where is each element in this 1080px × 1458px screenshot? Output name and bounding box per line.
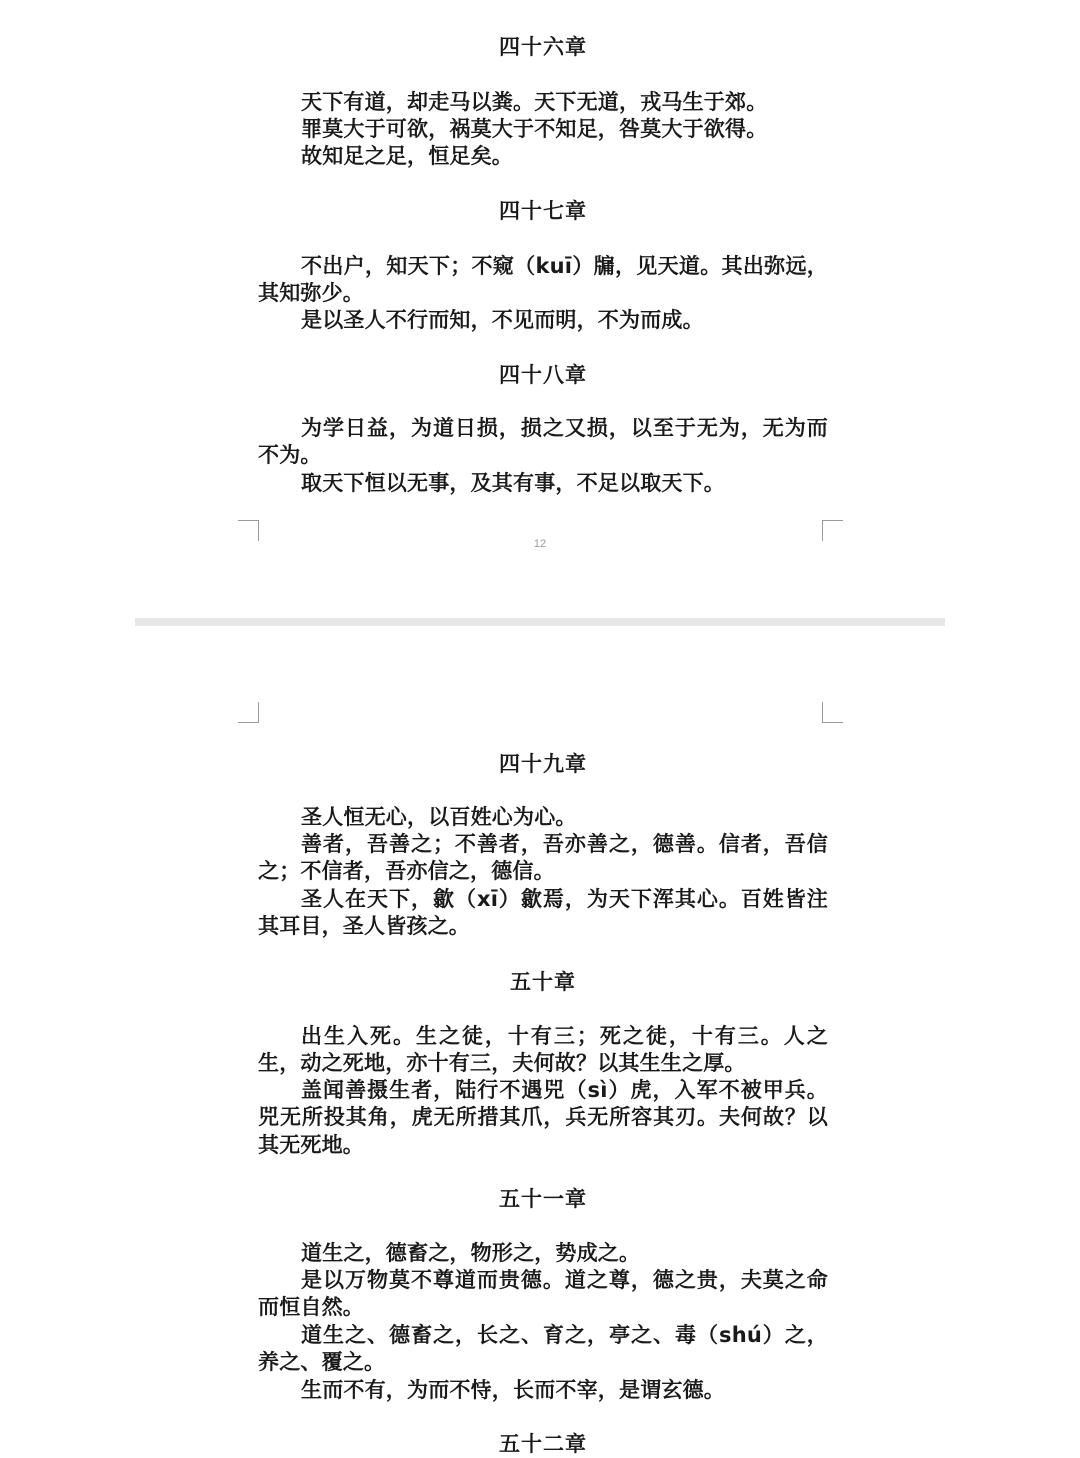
paragraph: 道生之、德畜之，长之、育之，亭之、毒（shú）之，养之、覆之。 — [258, 1323, 828, 1375]
cut-off-text-line — [300, 0, 630, 4]
chapter-title: 四十六章 — [499, 35, 587, 59]
crop-mark-bottom-left — [238, 520, 259, 541]
document-page-13 — [0, 626, 1080, 1456]
chapter-title: 四十八章 — [499, 363, 587, 387]
paragraph: 盖闻善摄生者，陆行不遇兕（sì）虎，入军不被甲兵。兕无所投其角，虎无所措其爪，兵无所容其刃。夫何故？以其无死地。 — [258, 1078, 828, 1157]
paragraph: 圣人恒无心，以百姓心为心。 — [301, 805, 577, 829]
chapter-title: 五十二章 — [499, 1432, 587, 1456]
paragraph: 不出户，知天下；不窥（kuī）牖，见天道。其出弥远，其知弥少。 — [258, 254, 828, 306]
page-number: 12 — [533, 538, 547, 550]
paragraph: 生而不有，为而不恃，长而不宰，是谓玄德。 — [301, 1378, 725, 1402]
crop-mark-top-left — [238, 702, 259, 723]
document-page-12 — [0, 0, 1080, 618]
paragraph: 故知足之足，恒足矣。 — [301, 144, 513, 168]
chapter-title: 四十九章 — [499, 752, 587, 776]
paragraph: 取天下恒以无事，及其有事，不足以取天下。 — [301, 471, 725, 495]
chapter-title: 五十一章 — [499, 1187, 587, 1211]
crop-mark-bottom-right — [822, 520, 843, 541]
paragraph: 圣人在天下，歙（xī）歙焉，为天下浑其心。百姓皆注其耳目，圣人皆孩之。 — [258, 887, 828, 939]
paragraph: 是以万物莫不尊道而贵德。道之尊，德之贵，夫莫之命而恒自然。 — [258, 1268, 828, 1320]
chapter-title: 五十章 — [510, 970, 576, 994]
paragraph: 天下有道，却走马以粪。天下无道，戎马生于郊。 — [301, 90, 768, 114]
paragraph: 罪莫大于可欲，祸莫大于不知足，咎莫大于欲得。 — [301, 117, 768, 141]
page-separator — [135, 618, 945, 626]
paragraph: 是以圣人不行而知，不见而明，不为而成。 — [301, 308, 704, 332]
paragraph: 为学日益，为道日损，损之又损，以至于无为，无为而不为。 — [258, 416, 828, 468]
paragraph: 善者，吾善之；不善者，吾亦善之，德善。信者，吾信之；不信者，吾亦信之，德信。 — [258, 832, 828, 884]
chapter-title: 四十七章 — [499, 199, 587, 223]
paragraph: 出生入死。生之徒，十有三；死之徒，十有三。人之生，动之死地，亦十有三，夫何故？以其生生之厚。 — [258, 1024, 828, 1076]
crop-mark-top-right — [822, 702, 843, 723]
paragraph: 道生之，德畜之，物形之，势成之。 — [301, 1241, 641, 1265]
